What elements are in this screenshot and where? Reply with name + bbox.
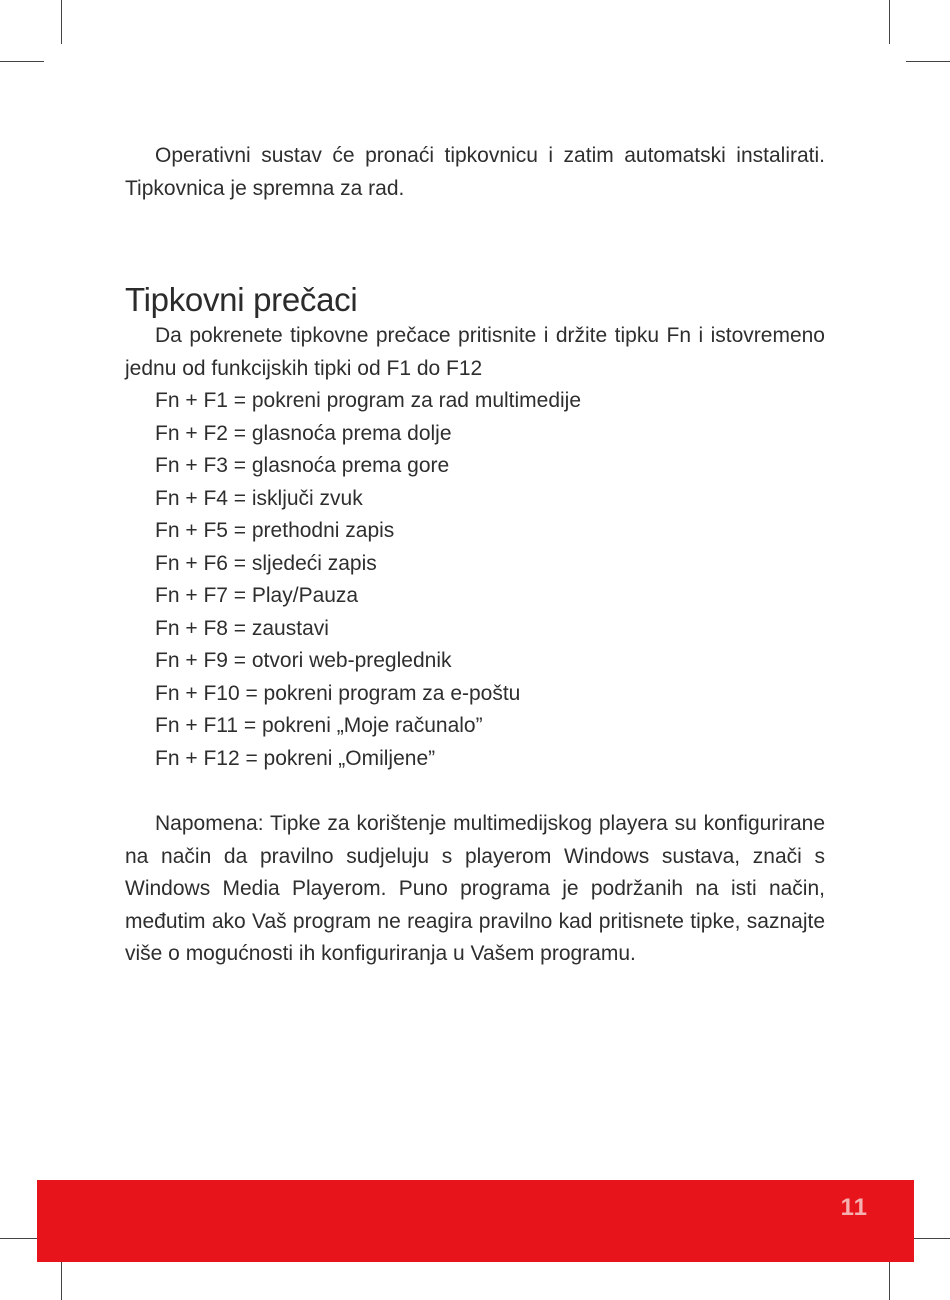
shortcut-item: Fn + F4 = isključi zvuk [155,486,363,510]
shortcut-item: Fn + F1 = pokreni program za rad multimedije [155,389,582,412]
crop-mark-bottom-left-vertical [61,1256,62,1300]
intro-paragraph: Operativni sustav će pronaći tipkovnicu i zatim automatski instalirati. Tipkovnica je spremna za rad. [125,144,825,200]
shortcut-item: Fn + F7 = Play/Pauza [155,584,359,607]
shortcut-list [125,385,825,775]
shortcut-item: Fn + F11 = pokreni „Moje računalo” [155,714,483,737]
crop-mark-bottom-right-vertical [889,1256,890,1300]
shortcut-item: Fn + F5 = prethodni zapis [155,519,395,542]
crop-mark-top-right-horizontal [906,61,950,62]
shortcut-item: Fn + F6 = sljedeći zapis [155,551,377,575]
shortcut-item: Fn + F8 = zaustavi [155,616,329,640]
shortcut-item: Fn + F10 = pokreni program za e-poštu [155,681,521,705]
page-number: 11 [840,1194,868,1221]
shortcut-item: Fn + F3 = glasnoća prema gore [155,454,450,477]
footer-bar [37,1180,914,1262]
page-content [125,140,825,971]
note-paragraph: Napomena: Tipke za korištenje multimedijskog playera su konfigurirane na način da pravilno sudjeluju s playerom Windows sustava, znači s Windows Media Playerom. Puno programa je podržanih na isti način, međutim ako Vaš program ne reagira pravilno kad pritisnete tipke, saznajte više o mogućnosti ih konfiguriranja u Vašem programu. [125,812,825,965]
shortcut-item: Fn + F12 = pokreni „Omiljene” [155,746,436,770]
crop-mark-top-right-vertical [889,0,890,44]
crop-mark-top-left-horizontal [0,61,44,62]
shortcut-item: Fn + F9 = otvori web-preglednik [155,649,452,672]
shortcut-item: Fn + F2 = glasnoća prema dolje [155,421,452,445]
crop-mark-top-left-vertical [61,0,62,44]
section-heading: Tipkovni prečaci [125,281,358,318]
lead-paragraph: Da pokrenete tipkovne prečace pritisnite i držite tipku Fn i istovremeno jednu od funkcijskih tipki od F1 do F12 [125,324,825,380]
